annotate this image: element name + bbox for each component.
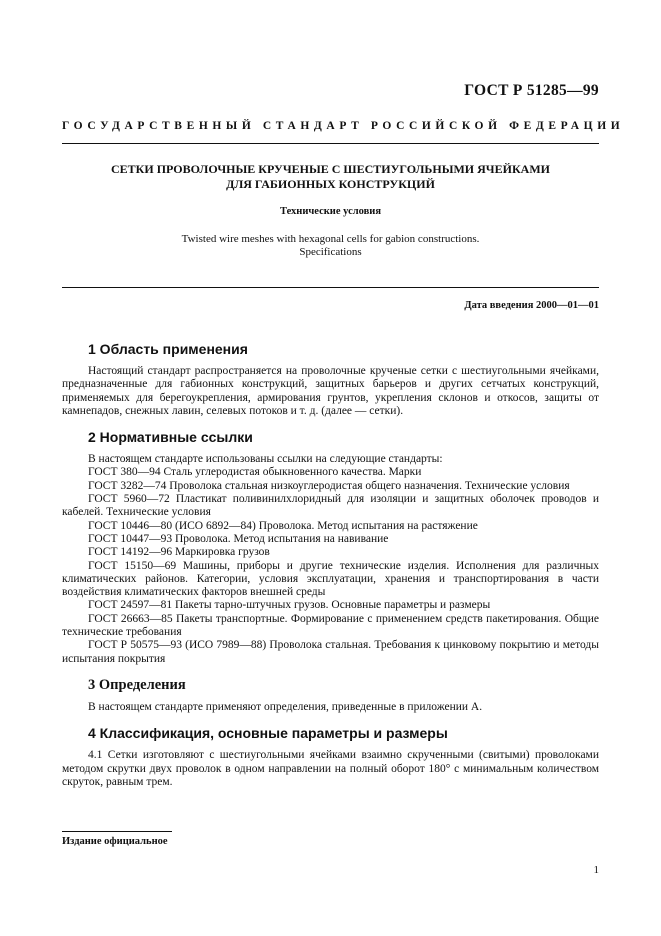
footer-divider <box>62 831 172 832</box>
section-1-text: Настоящий стандарт распространяется на проволочные крученые сетки с шестиугольными ячейками, предназначенные для габионных конструкций, защитных барьеров и других сетчатых конструкций, применяемых для берегоукрепления, армирования грунтов, укрепления склонов и откосов, защиты от камнепадов, снежных лавин, селевых потоков и т. д. (далее — сетки). <box>62 365 599 417</box>
state-standard-banner: ГОСУДАРСТВЕННЫЙ СТАНДАРТ РОССИЙСКОЙ ФЕДЕРАЦИИ <box>62 120 625 132</box>
reference-item: ГОСТ 5960—72 Пластикат поливинилхлоридный для изоляции и защитных оболочек проводов и кабелей. Технические условия <box>62 493 599 519</box>
document-number: ГОСТ Р 51285—99 <box>464 82 599 99</box>
normative-references-list <box>62 453 599 666</box>
document-title <box>62 162 599 192</box>
english-title-line-1: Twisted wire meshes with hexagonal cells for gabion constructions. <box>181 233 480 245</box>
reference-item: ГОСТ 380—94 Сталь углеродистая обыкновенного качества. Марки <box>88 466 422 479</box>
official-edition-label: Издание официальное <box>62 836 168 847</box>
reference-item: ГОСТ 24597—81 Пакеты тарно-штучных грузов. Основные параметры и размеры <box>88 599 491 612</box>
title-divider <box>62 287 599 288</box>
document-subtitle: Технические условия <box>279 206 382 217</box>
page-number: 1 <box>593 864 599 876</box>
reference-item: ГОСТ 15150—69 Машины, приборы и другие технические изделия. Исполнения для различных климатических районов. Категории, условия эксплуатации, хранения и транспортирования в части воздействия климатических факторов внешней среды <box>62 559 599 599</box>
title-line-2: ДЛЯ ГАБИОННЫХ КОНСТРУКЦИЙ <box>226 177 435 191</box>
english-title <box>62 233 599 259</box>
section-4-heading: 4 Классификация, основные параметры и размеры <box>88 725 448 742</box>
english-title-line-2: Specifications <box>299 246 362 258</box>
reference-item: ГОСТ 14192—96 Маркировка грузов <box>88 546 270 559</box>
section-3-heading: 3 Определения <box>88 676 186 693</box>
reference-item: ГОСТ 26663—85 Пакеты транспортные. Формирование с применением средств пакетирования. Общие технические требования <box>62 612 599 639</box>
section-1-heading: 1 Область применения <box>88 341 248 357</box>
reference-item: ГОСТ 3282—74 Проволока стальная низкоуглеродистая общего назначения. Технические условия <box>88 479 570 492</box>
section-3-text: В настоящем стандарте применяют определения, приведенные в приложении А. <box>88 700 483 713</box>
reference-item: ГОСТ 10446—80 (ИСО 6892—84) Проволока. Метод испытания на растяжение <box>88 519 478 532</box>
title-line-1: СЕТКИ ПРОВОЛОЧНЫЕ КРУЧЕНЫЕ С ШЕСТИУГОЛЬНЫМИ ЯЧЕЙКАМИ <box>111 162 550 176</box>
document-body <box>62 340 599 789</box>
introduction-date: Дата введения 2000—01—01 <box>464 300 599 311</box>
section-4-text: 4.1 Сетки изготовляют с шестиугольными ячейками взаимно скрученными (свитыми) проволоками методом скрутки двух проволок в одном направлении на полный оборот 180° с минимальным количеством скруток, равным трем. <box>62 749 599 788</box>
reference-item: ГОСТ Р 50575—93 (ИСО 7989—88) Проволока стальная. Требования к цинковому покрытию и методы испытания покрытия <box>62 639 599 665</box>
section-2-heading: 2 Нормативные ссылки <box>88 429 253 446</box>
top-divider <box>62 143 599 144</box>
reference-item: В настоящем стандарте использованы ссылки на следующие стандарты: <box>88 453 443 466</box>
reference-item: ГОСТ 10447—93 Проволока. Метод испытания на навивание <box>88 532 389 545</box>
